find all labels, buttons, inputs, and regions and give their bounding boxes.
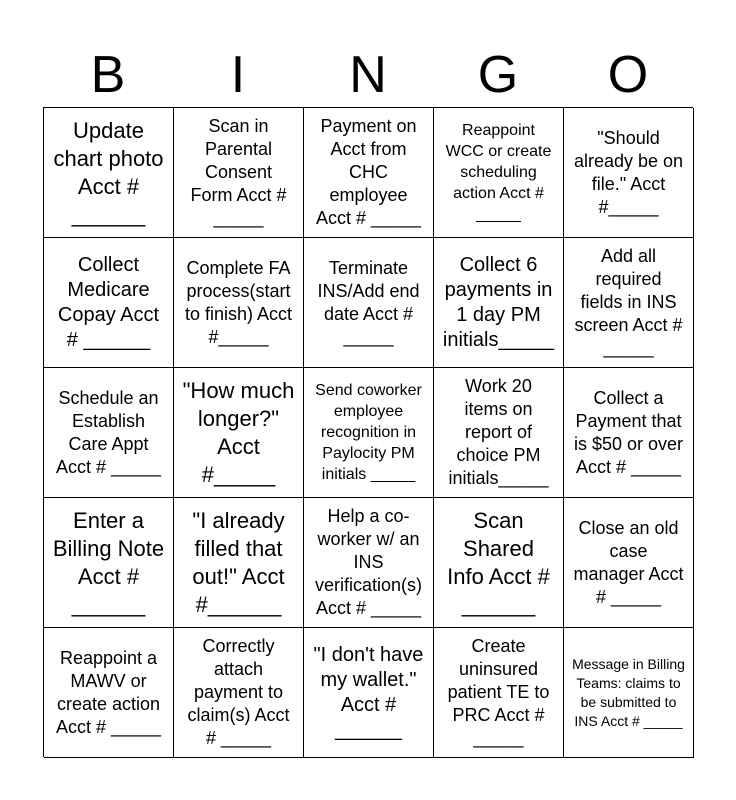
bingo-cell[interactable]: Send coworker employee recognition in Paylocity PM initials _____ [304, 368, 434, 498]
bingo-cell[interactable]: Scan in Parental Consent Form Acct # _____ [174, 108, 304, 238]
bingo-cell[interactable]: Reappoint WCC or create scheduling action Acct # _____ [434, 108, 564, 238]
bingo-cell[interactable]: "How much longer?" Acct #_____ [174, 368, 304, 498]
bingo-cell[interactable]: Complete FA process(start to finish) Acct #_____ [174, 238, 304, 368]
bingo-cell[interactable]: Update chart photo Acct # ______ [44, 108, 174, 238]
bingo-cell[interactable]: Terminate INS/Add end date Acct # _____ [304, 238, 434, 368]
bingo-cell[interactable]: Schedule an Establish Care Appt Acct # _____ [44, 368, 174, 498]
header-letter-i: I [230, 46, 246, 104]
header-letter-n: N [349, 46, 387, 104]
bingo-cell[interactable]: Help a co-worker w/ an INS verification(s) Acct # _____ [304, 498, 434, 628]
header-letter-g: G [477, 46, 519, 104]
header-letter-b: B [90, 46, 126, 104]
bingo-cell[interactable]: Collect Medicare Copay Acct # ______ [44, 238, 174, 368]
bingo-cell[interactable]: Close an old case manager Acct # _____ [564, 498, 694, 628]
bingo-header [43, 44, 693, 106]
bingo-card-grid [43, 107, 693, 757]
bingo-cell[interactable]: Work 20 items on report of choice PM initials_____ [434, 368, 564, 498]
bingo-cell[interactable]: Enter a Billing Note Acct # ______ [44, 498, 174, 628]
bingo-cell[interactable]: "Should already be on file." Acct #_____ [564, 108, 694, 238]
bingo-cell[interactable]: "I already filled that out!" Acct #______ [174, 498, 304, 628]
bingo-cell[interactable]: Add all required fields in INS screen Acct # _____ [564, 238, 694, 368]
bingo-cell[interactable]: Payment on Acct from CHC employee Acct # _____ [304, 108, 434, 238]
bingo-cell[interactable]: Reappoint a MAWV or create action Acct # _____ [44, 628, 174, 758]
bingo-cell[interactable]: Collect a Payment that is $50 or over Acct # _____ [564, 368, 694, 498]
header-letter-o: O [607, 46, 649, 104]
bingo-cell[interactable]: Message in Billing Teams: claims to be submitted to INS Acct # _____ [564, 628, 694, 758]
bingo-cell[interactable]: Collect 6 payments in 1 day PM initials_____ [434, 238, 564, 368]
bingo-cell[interactable]: Create uninsured patient TE to PRC Acct # _____ [434, 628, 564, 758]
bingo-cell[interactable]: Scan Shared Info Acct # ______ [434, 498, 564, 628]
bingo-cell[interactable]: Correctly attach payment to claim(s) Acct # _____ [174, 628, 304, 758]
bingo-cell[interactable]: "I don't have my wallet." Acct # ______ [304, 628, 434, 758]
